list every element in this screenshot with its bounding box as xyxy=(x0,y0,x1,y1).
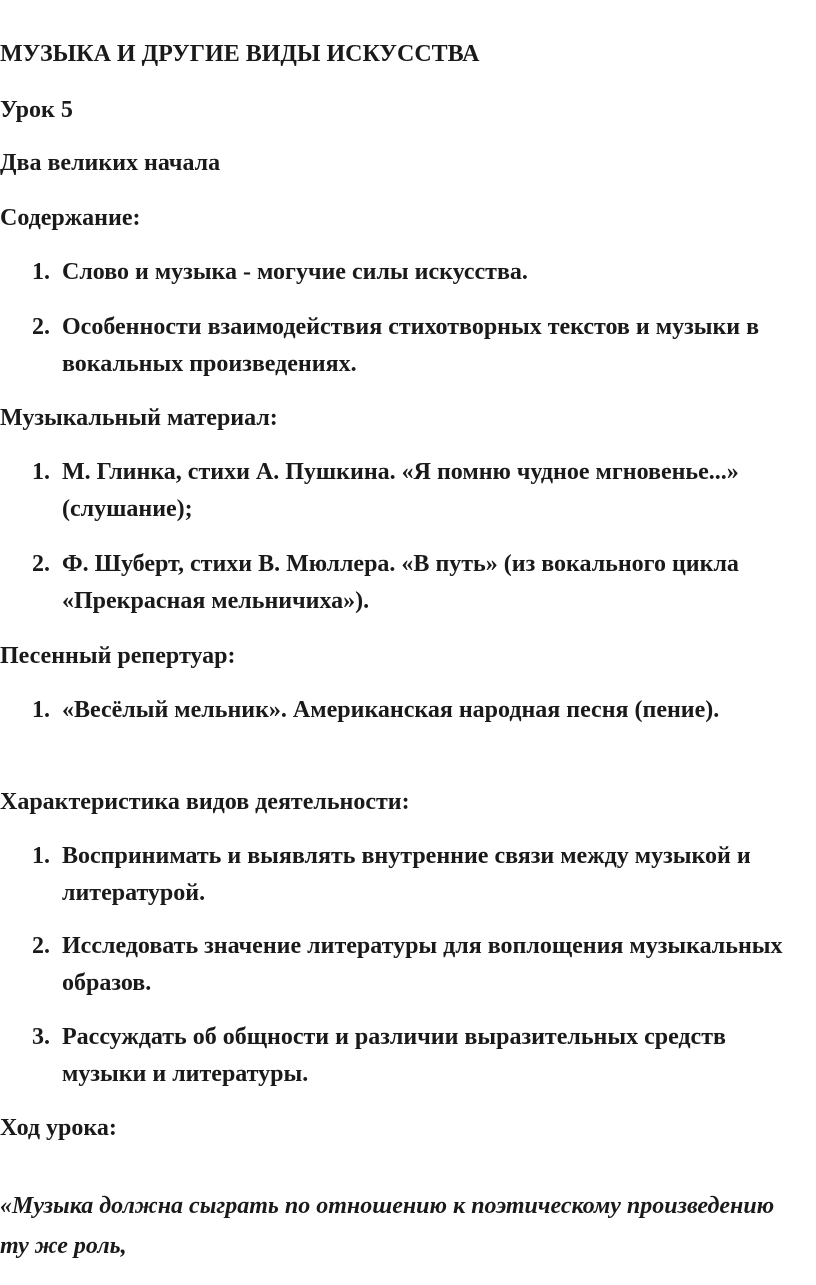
list-item-number: 1. xyxy=(32,459,50,485)
list-item-text: Воспринимать и выявлять внутренние связи между музыкой и литературой. xyxy=(62,843,751,906)
list-item-number: 1. xyxy=(32,697,50,723)
list-item-number: 3. xyxy=(32,1024,50,1050)
repertoire-heading: Песенный репертуар: xyxy=(0,643,236,669)
list-item-text: Ф. Шуберт, стихи В. Мюллера. «В путь» (из вокального цикла «Прекрасная мельничиха»). xyxy=(62,551,739,614)
content-heading: Содержание: xyxy=(0,205,141,231)
list-item-number: 2. xyxy=(32,933,50,959)
epigraph-quote: «Музыка должна сыграть по отношению к поэтическому произведению ту же роль, xyxy=(0,1193,775,1259)
list-item-text: Особенности взаимодействия стихотворных текстов и музыки в вокальных произведениях. xyxy=(62,314,760,377)
document-title: МУЗЫКА И ДРУГИЕ ВИДЫ ИСКУССТВА xyxy=(0,41,480,67)
list-item-text: «Весёлый мельник». Американская народная песня (пение). xyxy=(62,697,720,723)
list-item-text: Исследовать значение литературы для воплощения музыкальных образов. xyxy=(62,933,783,996)
lesson-number: Урок 5 xyxy=(0,97,73,123)
list-item-text: М. Глинка, стихи А. Пушкина. «Я помню чудное мгновенье...» (слушание); xyxy=(62,459,739,522)
lesson-topic: Два великих начала xyxy=(0,150,221,176)
list-item-number: 2. xyxy=(32,314,50,340)
list-item-number: 1. xyxy=(32,843,50,869)
list-item-text: Рассуждать об общности и различии выразительных средств музыки и литературы. xyxy=(62,1024,726,1087)
list-item-text: Слово и музыка - могучие силы искусства. xyxy=(62,259,528,285)
activities-heading: Характеристика видов деятельности: xyxy=(0,789,410,815)
list-item-number: 1. xyxy=(32,259,50,285)
material-heading: Музыкальный материал: xyxy=(0,405,278,431)
list-item-number: 2. xyxy=(32,551,50,577)
lesson-course-heading: Ход урока: xyxy=(0,1115,117,1141)
